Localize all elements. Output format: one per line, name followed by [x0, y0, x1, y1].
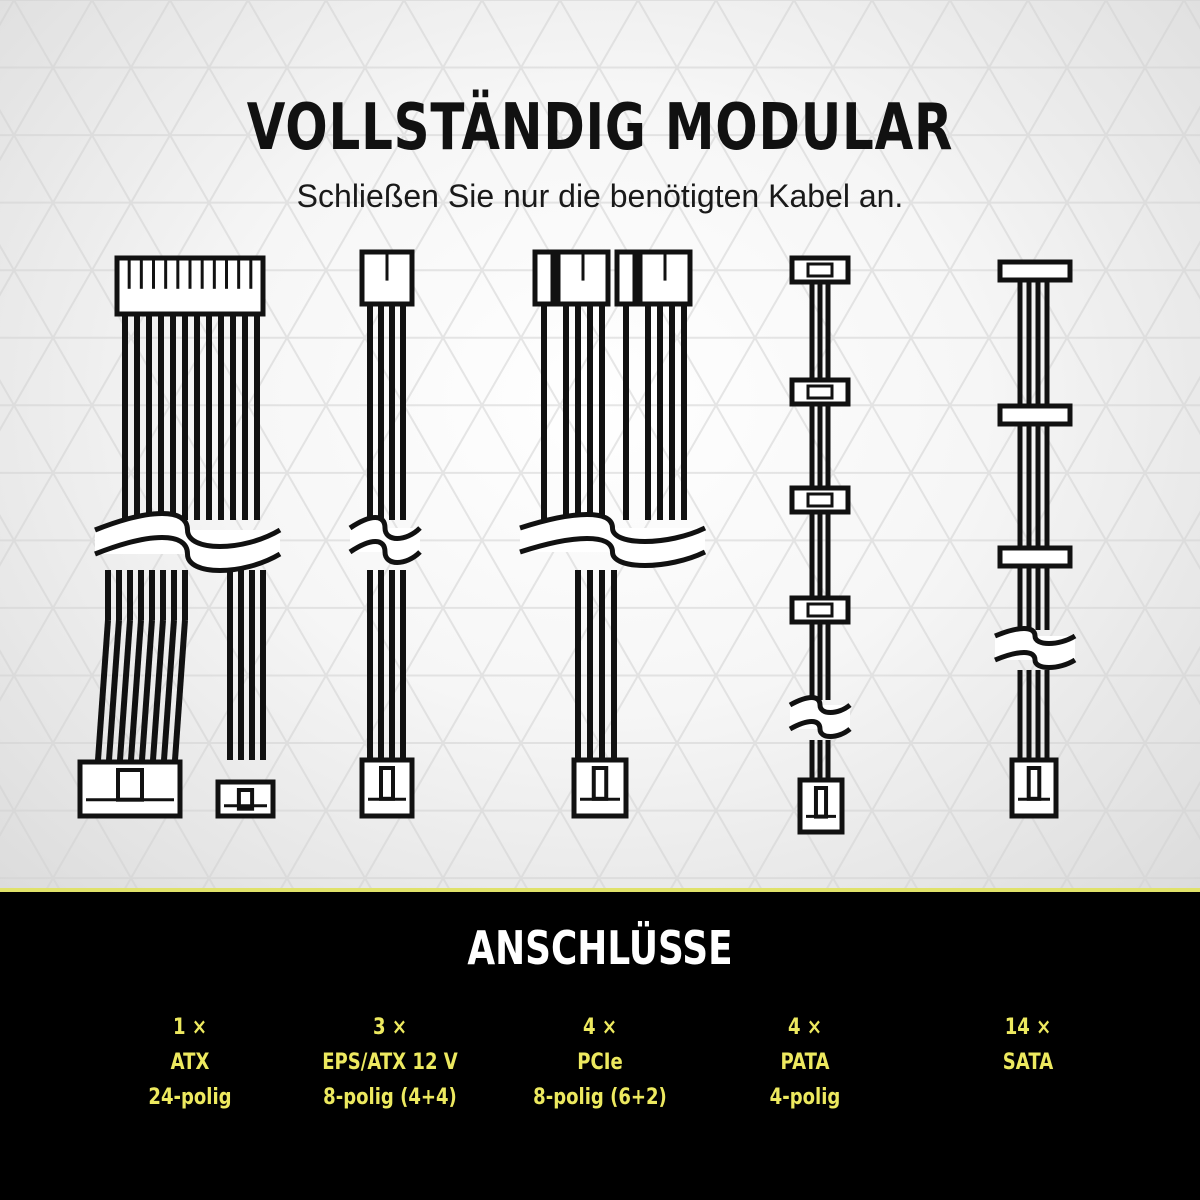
pata-cable-icon: [790, 258, 850, 832]
connector-count: 4 ×: [788, 1015, 822, 1040]
connector-type: ATX: [170, 1050, 210, 1075]
connector-pins: 8-polig (6+2): [533, 1085, 667, 1110]
connector-count: 4 ×: [583, 1015, 617, 1040]
connectors-title: ANSCHLÜSSE: [467, 921, 733, 975]
page-subtitle: Schließen Sie nur die benötigten Kabel an.: [296, 178, 904, 214]
connector-type: PCIe: [577, 1050, 623, 1075]
connector-atx: [100, 1010, 280, 1115]
atx-24pin-cable-icon: [80, 258, 280, 816]
connector-sata: [938, 1010, 1118, 1080]
connector-count: 3 ×: [373, 1015, 407, 1040]
pcie-8pin-cable-icon: [520, 252, 705, 816]
connector-eps: [300, 1010, 480, 1115]
connector-pins: 8-polig (4+4): [323, 1085, 457, 1110]
page-title: VOLLSTÄNDIG MODULAR: [246, 91, 954, 165]
connector-pins: 24-polig: [148, 1085, 232, 1110]
eps-8pin-cable-icon: [350, 252, 420, 816]
connector-pcie: [510, 1010, 690, 1115]
connectors-panel: [0, 892, 1200, 1200]
sata-cable-icon: [995, 262, 1075, 816]
connector-pins: 4-polig: [769, 1085, 841, 1110]
connector-type: EPS/ATX 12 V: [322, 1050, 458, 1075]
connector-type: PATA: [780, 1050, 830, 1075]
connector-pata: [715, 1010, 895, 1115]
connector-type: SATA: [1002, 1050, 1054, 1075]
connector-count: 1 ×: [173, 1015, 207, 1040]
connector-count: 14 ×: [1004, 1015, 1052, 1040]
